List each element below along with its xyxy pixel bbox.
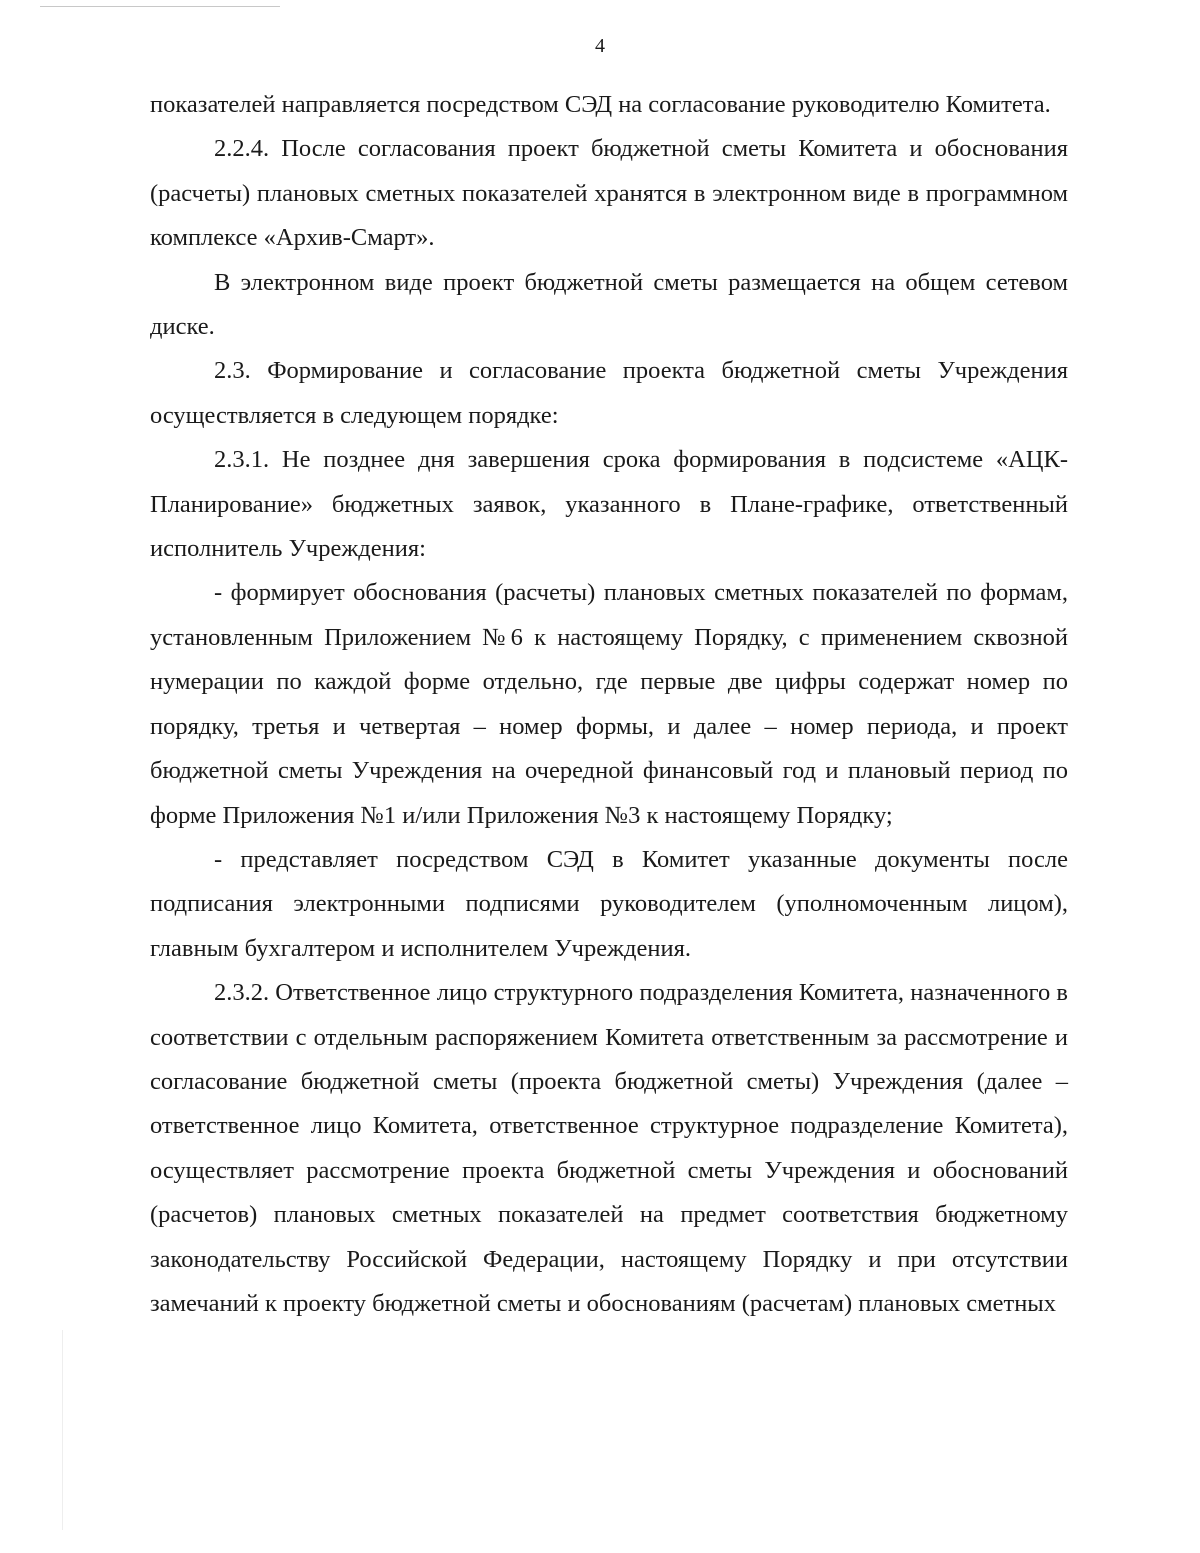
paragraph-2-3-2: 2.3.2. Ответственное лицо структурного подразделения Комитета, назначенного в соответствии с отдельным распоряжением Комитета ответственным за рассмотрение и согласование бюджетной сметы (проекта бюджетной сметы) Учреждения (далее – ответственное лицо Комитета, ответственное структурное подразделение Комитета), осуществляет рассмотрение проекта бюджетной сметы Учреждения и обоснований (расчетов) плановых сметных показателей на предмет соответствия бюджетному законодательству Российской Федерации, настоящему Порядку и при отсутствии замечаний к проекту бюджетной сметы и обоснованиям (расчетам) плановых сметных xyxy=(150,979,1068,1317)
page-number: 4 xyxy=(595,35,605,57)
scan-artifact-line xyxy=(40,6,280,7)
paragraph-2-3-1: 2.3.1. Не позднее дня завершения срока формирования в подсистеме «АЦК-Планирование» бюджетных заявок, указанного в Плане-графике, ответственный исполнитель Учреждения: xyxy=(150,446,1068,563)
paragraph-2-3: 2.3. Формирование и согласование проекта бюджетной сметы Учреждения осуществляется в следующем порядке: xyxy=(150,357,1068,429)
scan-artifact-margin xyxy=(62,1330,63,1530)
paragraph-network-disk: В электронном виде проект бюджетной сметы размещается на общем сетевом диске. xyxy=(150,268,1068,341)
paragraph-2-2-4: 2.2.4. После согласования проект бюджетной сметы Комитета и обоснования (расчеты) плановых сметных показателей хранятся в электронном виде в программном комплексе «Архив-Смарт». xyxy=(150,135,1068,252)
paragraph-continuation: показателей направляется посредством СЭД на согласование руководителю Комитета. xyxy=(150,91,1051,118)
paragraph-forms-item: - формирует обоснования (расчеты) плановых сметных показателей по формам, установленным Приложением №6 к настоящему Порядку, с применением сквозной нумерации по каждой форме отдельно, где первые две цифры содержат номер по порядку, третья и четвертая – номер формы, и далее – номер периода, и проект бюджетной сметы Учреждения на очередной финансовый год и плановый период по форме Приложения №1 и/или Приложения №3 к настоящему Порядку; xyxy=(150,579,1068,829)
paragraph-submits-item: - представляет посредством СЭД в Комитет указанные документы после подписания электронными подписями руководителем (уполномоченным лицом), главным бухгалтером и исполнителем Учреждения. xyxy=(150,845,1068,962)
document-body xyxy=(150,83,1068,1326)
